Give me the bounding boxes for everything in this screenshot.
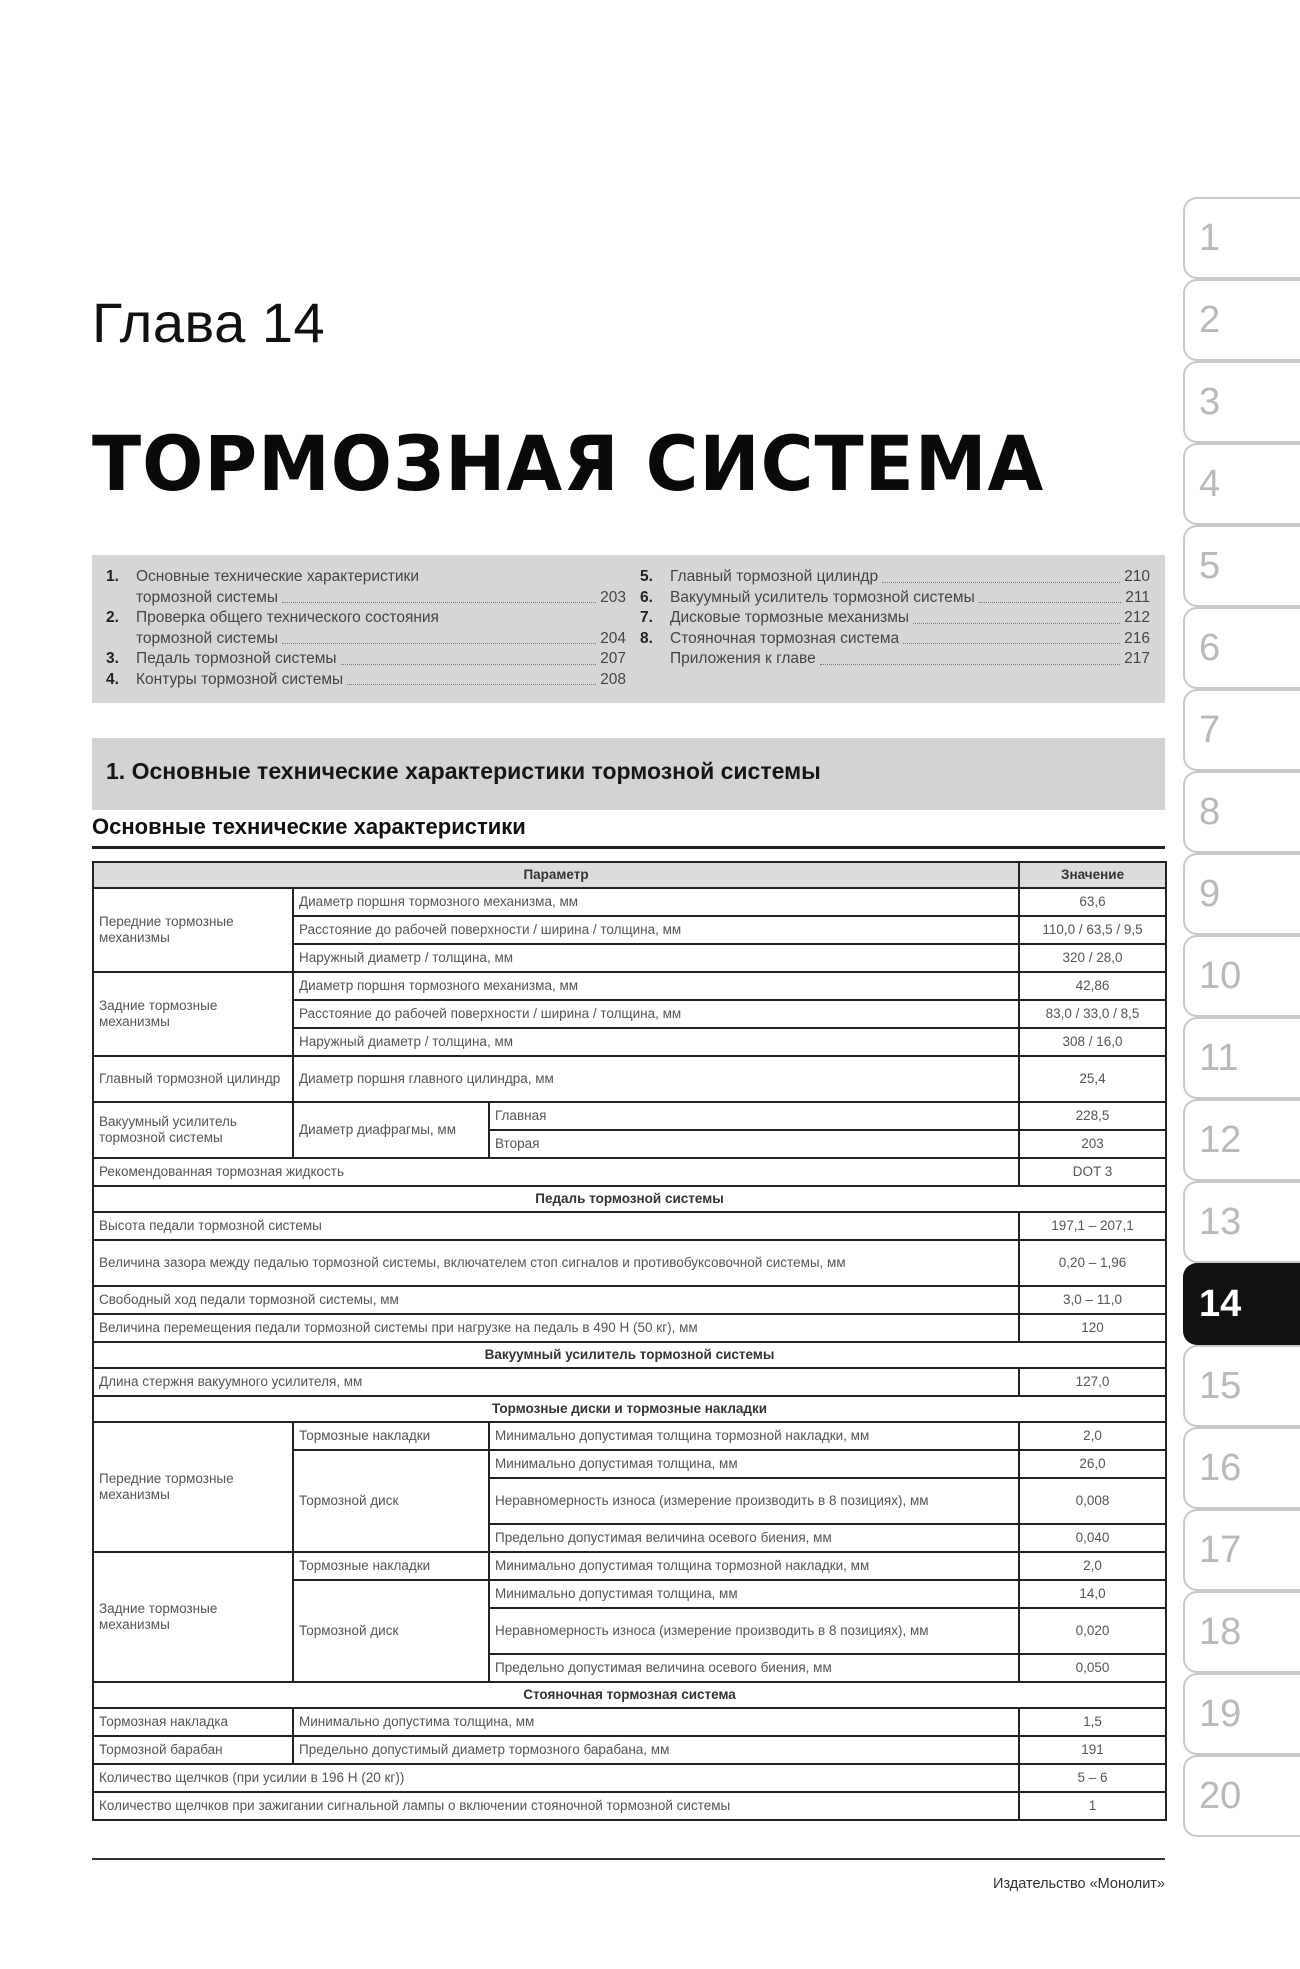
group-heading: Вакуумный усилитель тормозной системы bbox=[93, 1342, 1166, 1368]
chapter-label: Глава 14 bbox=[92, 291, 326, 354]
column-header-parameter: Параметр bbox=[93, 862, 1019, 888]
value-cell: 191 bbox=[1019, 1736, 1166, 1764]
param-cell: Свободный ход педали тормозной системы, мм bbox=[93, 1286, 1019, 1314]
chapter-tab-9[interactable]: 9 bbox=[1183, 853, 1300, 935]
value-cell: 26,0 bbox=[1019, 1450, 1166, 1478]
row-group-label: Тормозная накладка bbox=[93, 1708, 293, 1736]
param-cell: Тормозной диск bbox=[293, 1580, 489, 1682]
chapter-contents bbox=[92, 555, 1165, 703]
param-cell: Расстояние до рабочей поверхности / ширина / толщина, мм bbox=[293, 916, 1019, 944]
chapter-tab-18[interactable]: 18 bbox=[1183, 1591, 1300, 1673]
param-cell: Количество щелчков при зажигании сигнальной лампы о включении стояночной тормозной системы bbox=[93, 1792, 1019, 1820]
row-group-label: Задние тормозные механизмы bbox=[93, 1552, 293, 1682]
page-number: 216 bbox=[1124, 629, 1150, 647]
param-cell: Величина перемещения педали тормозной системы при нагрузке на педаль в 490 Н (50 кг), мм bbox=[93, 1314, 1019, 1342]
publisher-credit: Издательство «Монолит» bbox=[993, 1876, 1165, 1892]
chapter-tab-14-active[interactable]: 14 bbox=[1183, 1263, 1300, 1345]
chapter-tab-13[interactable]: 13 bbox=[1183, 1181, 1300, 1263]
row-group-label: Тормозной барабан bbox=[93, 1736, 293, 1764]
value-cell: 0,050 bbox=[1019, 1654, 1166, 1682]
value-cell: DOT 3 bbox=[1019, 1158, 1166, 1186]
param-cell: Главная bbox=[489, 1102, 1019, 1130]
contents-item[interactable]: 2. Проверка общего технического состояния тормозной системы 204 bbox=[106, 608, 626, 649]
value-cell: 1,5 bbox=[1019, 1708, 1166, 1736]
contents-item[interactable]: 8. Стояночная тормозная система 216 bbox=[640, 629, 1150, 650]
chapter-tab-11[interactable]: 11 bbox=[1183, 1017, 1300, 1099]
value-cell: 0,008 bbox=[1019, 1478, 1166, 1524]
chapter-tab-4[interactable]: 4 bbox=[1183, 443, 1300, 525]
table-row bbox=[93, 1212, 1166, 1240]
value-cell: 14,0 bbox=[1019, 1580, 1166, 1608]
group-heading: Стояночная тормозная система bbox=[93, 1682, 1166, 1708]
chapter-title: ТОРМОЗНАЯ СИСТЕМА bbox=[92, 419, 1045, 509]
page-number: 211 bbox=[1125, 588, 1150, 606]
chapter-tab-12[interactable]: 12 bbox=[1183, 1099, 1300, 1181]
chapter-tab-5[interactable]: 5 bbox=[1183, 525, 1300, 607]
specifications-table bbox=[92, 861, 1167, 1821]
table-row bbox=[93, 1368, 1166, 1396]
param-cell: Неравномерность износа (измерение производить в 8 позициях), мм bbox=[489, 1608, 1019, 1654]
contents-item[interactable]: 7. Дисковые тормозные механизмы 212 bbox=[640, 608, 1150, 629]
footer-divider bbox=[92, 1858, 1165, 1860]
value-cell: 83,0 / 33,0 / 8,5 bbox=[1019, 1000, 1166, 1028]
param-cell: Высота педали тормозной системы bbox=[93, 1212, 1019, 1240]
value-cell: 5 – 6 bbox=[1019, 1764, 1166, 1792]
value-cell: 42,86 bbox=[1019, 972, 1166, 1000]
param-cell: Минимально допустимая толщина, мм bbox=[489, 1450, 1019, 1478]
contents-item[interactable]: Приложения к главе 217 bbox=[640, 649, 1150, 670]
param-cell: Минимально допустима толщина, мм bbox=[293, 1708, 1019, 1736]
param-cell: Минимально допустимая толщина тормозной накладки, мм bbox=[489, 1552, 1019, 1580]
section-heading bbox=[92, 738, 1165, 810]
table-row bbox=[93, 888, 1166, 916]
table-group-row bbox=[93, 1342, 1166, 1368]
chapter-tab-19[interactable]: 19 bbox=[1183, 1673, 1300, 1755]
param-cell: Тормозные накладки bbox=[293, 1422, 489, 1450]
param-cell: Рекомендованная тормозная жидкость bbox=[93, 1158, 1019, 1186]
table-row bbox=[93, 1286, 1166, 1314]
value-cell: 127,0 bbox=[1019, 1368, 1166, 1396]
value-cell: 0,20 – 1,96 bbox=[1019, 1240, 1166, 1286]
param-cell: Диаметр диафрагмы, мм bbox=[293, 1102, 489, 1158]
value-cell: 0,020 bbox=[1019, 1608, 1166, 1654]
table-header-row bbox=[93, 862, 1166, 888]
chapter-tab-8[interactable]: 8 bbox=[1183, 771, 1300, 853]
page-number: 203 bbox=[600, 588, 626, 606]
value-cell: 228,5 bbox=[1019, 1102, 1166, 1130]
param-cell: Тормозной диск bbox=[293, 1450, 489, 1552]
table-row bbox=[93, 1422, 1166, 1450]
value-cell: 320 / 28,0 bbox=[1019, 944, 1166, 972]
chapter-tab-2[interactable]: 2 bbox=[1183, 279, 1300, 361]
param-cell: Предельно допустимая величина осевого биения, мм bbox=[489, 1524, 1019, 1552]
contents-item[interactable]: 3. Педаль тормозной системы 207 bbox=[106, 649, 626, 670]
chapter-tab-10[interactable]: 10 bbox=[1183, 935, 1300, 1017]
page-number: 208 bbox=[600, 670, 626, 688]
value-cell: 2,0 bbox=[1019, 1422, 1166, 1450]
table-group-row bbox=[93, 1186, 1166, 1212]
contents-right-column bbox=[640, 567, 1150, 670]
chapter-tab-17[interactable]: 17 bbox=[1183, 1509, 1300, 1591]
section-title: 1. Основные технические характеристики тормозной системы bbox=[106, 757, 821, 784]
value-cell: 63,6 bbox=[1019, 888, 1166, 916]
value-cell: 120 bbox=[1019, 1314, 1166, 1342]
table-group-row bbox=[93, 1396, 1166, 1422]
table-caption: Основные технические характеристики bbox=[92, 814, 1165, 849]
param-cell: Диаметр поршня главного цилиндра, мм bbox=[293, 1056, 1019, 1102]
contents-left-column bbox=[106, 567, 626, 690]
group-heading: Педаль тормозной системы bbox=[93, 1186, 1166, 1212]
value-cell: 25,4 bbox=[1019, 1056, 1166, 1102]
value-cell: 197,1 – 207,1 bbox=[1019, 1212, 1166, 1240]
page-number: 217 bbox=[1124, 650, 1150, 667]
chapter-tab-3[interactable]: 3 bbox=[1183, 361, 1300, 443]
value-cell: 2,0 bbox=[1019, 1552, 1166, 1580]
table-row bbox=[93, 1552, 1166, 1580]
chapter-tab-6[interactable]: 6 bbox=[1183, 607, 1300, 689]
param-cell: Минимально допустимая толщина тормозной накладки, мм bbox=[489, 1422, 1019, 1450]
param-cell: Длина стержня вакуумного усилителя, мм bbox=[93, 1368, 1019, 1396]
table-row bbox=[93, 1708, 1166, 1736]
param-cell: Диаметр поршня тормозного механизма, мм bbox=[293, 888, 1019, 916]
table-row bbox=[93, 1792, 1166, 1820]
param-cell: Наружный диаметр / толщина, мм bbox=[293, 1028, 1019, 1056]
table-row bbox=[93, 1240, 1166, 1286]
contents-item[interactable]: 4. Контуры тормозной системы 208 bbox=[106, 670, 626, 691]
value-cell: 0,040 bbox=[1019, 1524, 1166, 1552]
group-heading: Тормозные диски и тормозные накладки bbox=[93, 1396, 1166, 1422]
page-number: 204 bbox=[600, 629, 626, 647]
table-row bbox=[93, 1158, 1166, 1186]
param-cell: Предельно допустимая величина осевого биения, мм bbox=[489, 1654, 1019, 1682]
table-row bbox=[93, 1056, 1166, 1102]
column-header-value: Значение bbox=[1019, 862, 1166, 888]
value-cell: 203 bbox=[1019, 1130, 1166, 1158]
row-group-label: Передние тормозные механизмы bbox=[93, 888, 293, 972]
param-cell: Расстояние до рабочей поверхности / ширина / толщина, мм bbox=[293, 1000, 1019, 1028]
page-number: 212 bbox=[1124, 609, 1150, 626]
param-cell: Неравномерность износа (измерение производить в 8 позициях), мм bbox=[489, 1478, 1019, 1524]
value-cell: 3,0 – 11,0 bbox=[1019, 1286, 1166, 1314]
chapter-tab-15[interactable]: 15 bbox=[1183, 1345, 1300, 1427]
page-number: 207 bbox=[600, 650, 626, 667]
param-cell: Тормозные накладки bbox=[293, 1552, 489, 1580]
value-cell: 110,0 / 63,5 / 9,5 bbox=[1019, 916, 1166, 944]
row-group-label: Главный тормозной цилиндр bbox=[93, 1056, 293, 1102]
param-cell: Минимально допустимая толщина, мм bbox=[489, 1580, 1019, 1608]
value-cell: 1 bbox=[1019, 1792, 1166, 1820]
row-group-label: Задние тормозные механизмы bbox=[93, 972, 293, 1056]
param-cell: Диаметр поршня тормозного механизма, мм bbox=[293, 972, 1019, 1000]
row-group-label: Вакуумный усилитель тормозной системы bbox=[93, 1102, 293, 1158]
table-row bbox=[93, 972, 1166, 1000]
table-row bbox=[93, 1764, 1166, 1792]
table-row bbox=[93, 1736, 1166, 1764]
contents-item[interactable]: 5. Главный тормозной цилиндр 210 bbox=[640, 567, 1150, 588]
param-cell: Предельно допустимый диаметр тормозного барабана, мм bbox=[293, 1736, 1019, 1764]
chapter-tabs bbox=[1183, 197, 1300, 1837]
table-group-row bbox=[93, 1682, 1166, 1708]
value-cell: 308 / 16,0 bbox=[1019, 1028, 1166, 1056]
chapter-tab-16[interactable]: 16 bbox=[1183, 1427, 1300, 1509]
contents-item[interactable]: 6. Вакуумный усилитель тормозной системы 211 bbox=[640, 588, 1150, 609]
chapter-tab-20[interactable]: 20 bbox=[1183, 1755, 1300, 1837]
param-cell: Величина зазора между педалью тормозной системы, включателем стоп сигналов и противобуксовочной системы, мм bbox=[93, 1240, 1019, 1286]
contents-item[interactable]: 1. Основные технические характеристики тормозной системы 203 bbox=[106, 567, 626, 608]
table-row bbox=[93, 1102, 1166, 1130]
chapter-tab-1[interactable]: 1 bbox=[1183, 197, 1300, 279]
param-cell: Количество щелчков (при усилии в 196 Н (20 кг)) bbox=[93, 1764, 1019, 1792]
page-number: 210 bbox=[1124, 568, 1150, 585]
table-row bbox=[93, 1314, 1166, 1342]
param-cell: Наружный диаметр / толщина, мм bbox=[293, 944, 1019, 972]
chapter-tab-7[interactable]: 7 bbox=[1183, 689, 1300, 771]
row-group-label: Передние тормозные механизмы bbox=[93, 1422, 293, 1552]
param-cell: Вторая bbox=[489, 1130, 1019, 1158]
